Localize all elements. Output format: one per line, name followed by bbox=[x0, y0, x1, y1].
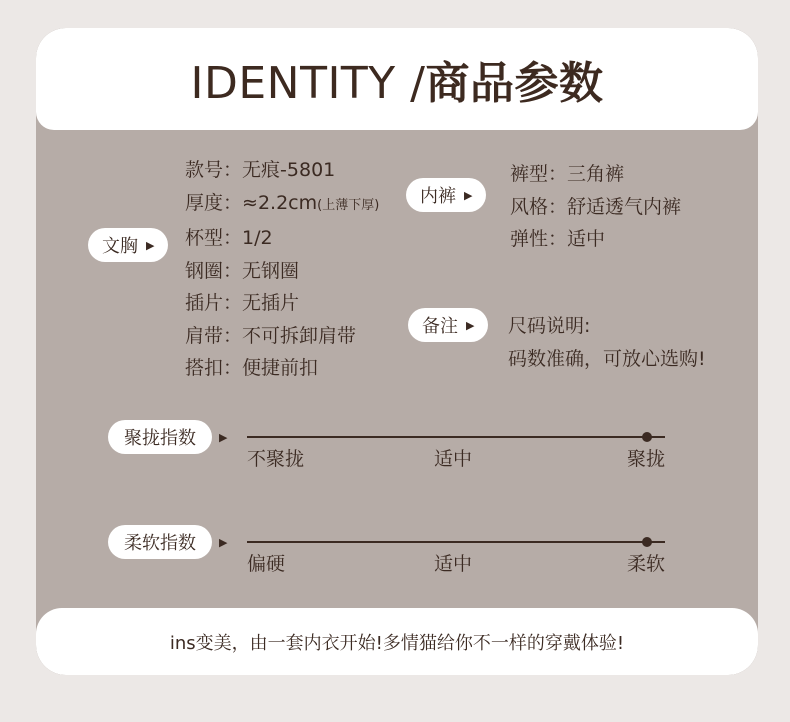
triangle-right-icon: ▶ bbox=[466, 318, 475, 332]
spec-value: 三角裤 bbox=[567, 163, 625, 185]
scale-label-mid: 适中 bbox=[434, 448, 473, 470]
spec-value: 不可拆卸肩带 bbox=[242, 324, 357, 347]
spec-value: 便捷前扣 bbox=[242, 357, 319, 379]
spec-value: 1/2 bbox=[242, 227, 273, 249]
scale-marker bbox=[642, 432, 652, 442]
panty-tag-label: 内裤 bbox=[420, 186, 456, 207]
spec-value: ≈2.2cm bbox=[242, 191, 318, 214]
spec-key: 搭扣 bbox=[185, 357, 224, 379]
spec-row: 肩带：不可拆卸肩带 bbox=[185, 324, 357, 347]
bra-specs bbox=[185, 154, 379, 385]
spec-key: 弹性 bbox=[510, 228, 549, 250]
push-index-scale bbox=[247, 436, 665, 496]
spec-key: 风格 bbox=[510, 195, 549, 218]
bra-tag-label: 文胸 bbox=[102, 236, 138, 257]
spec-row: 弹性：适中 bbox=[510, 228, 606, 250]
spec-row: 搭扣：便捷前扣 bbox=[185, 357, 319, 379]
spec-key: 钢圈 bbox=[185, 259, 224, 282]
spec-row: 款号：无痕-5801 bbox=[185, 159, 336, 181]
scale-label-high: 柔软 bbox=[626, 553, 665, 575]
spec-note: (上薄下厚) bbox=[317, 197, 380, 213]
triangle-right-icon: ▶ bbox=[219, 536, 228, 549]
spec-value: 无痕-5801 bbox=[242, 159, 336, 181]
spec-key: 款号 bbox=[185, 159, 224, 181]
scale-line bbox=[247, 436, 665, 438]
spec-key: 插片 bbox=[185, 292, 224, 314]
push-index-tag bbox=[108, 420, 212, 454]
note-text bbox=[508, 310, 706, 375]
scale-label-high: 聚拢 bbox=[626, 448, 665, 470]
spec-row: 裤型：三角裤 bbox=[510, 163, 625, 185]
soft-index-scale bbox=[247, 541, 665, 601]
footer bbox=[36, 608, 758, 675]
triangle-right-icon: ▶ bbox=[146, 238, 155, 252]
spec-row: 插片：无插片 bbox=[185, 292, 300, 314]
panty-tag bbox=[406, 178, 486, 212]
triangle-right-icon: ▶ bbox=[219, 431, 228, 444]
spec-key: 杯型 bbox=[185, 227, 224, 249]
spec-row: 杯型：1/2 bbox=[185, 227, 273, 249]
note-line-1: 尺码说明: bbox=[508, 315, 591, 337]
spec-key: 肩带 bbox=[185, 324, 224, 347]
spec-value: 适中 bbox=[567, 228, 606, 250]
params-card bbox=[36, 28, 758, 675]
scale-label-low: 不聚拢 bbox=[247, 448, 305, 470]
triangle-right-icon: ▶ bbox=[464, 188, 473, 202]
header bbox=[36, 28, 758, 130]
spec-key: 厚度 bbox=[185, 191, 224, 214]
scale-line bbox=[247, 541, 665, 543]
title-en: IDENTITY / bbox=[190, 58, 426, 109]
spec-value: 舒适透气内裤 bbox=[567, 195, 682, 218]
note-line-2: 码数准确，可放心选购! bbox=[508, 347, 706, 370]
note-tag-label: 备注 bbox=[422, 316, 458, 337]
scale-marker bbox=[642, 537, 652, 547]
page-title bbox=[191, 47, 604, 111]
bra-tag bbox=[88, 228, 168, 262]
spec-key: 裤型 bbox=[510, 163, 549, 185]
spec-row: 风格：舒适透气内裤 bbox=[510, 195, 682, 218]
spec-value: 无钢圈 bbox=[242, 259, 300, 282]
scale-label-mid: 适中 bbox=[434, 553, 473, 575]
scale-label-low: 偏硬 bbox=[247, 553, 286, 575]
spec-value: 无插片 bbox=[242, 292, 300, 314]
soft-index-label: 柔软指数 bbox=[124, 533, 196, 554]
note-tag bbox=[408, 308, 488, 342]
title-cn: 商品参数 bbox=[425, 58, 604, 109]
push-index-label: 聚拢指数 bbox=[124, 428, 196, 449]
soft-index-tag bbox=[108, 525, 212, 559]
spec-row: 厚度：≈2.2cm(上薄下厚) bbox=[185, 191, 380, 214]
footer-text: ins变美，由一套内衣开始!多情猫给你不一样的穿戴体验! bbox=[169, 632, 625, 654]
panty-specs bbox=[510, 158, 681, 256]
spec-row: 钢圈：无钢圈 bbox=[185, 259, 300, 282]
